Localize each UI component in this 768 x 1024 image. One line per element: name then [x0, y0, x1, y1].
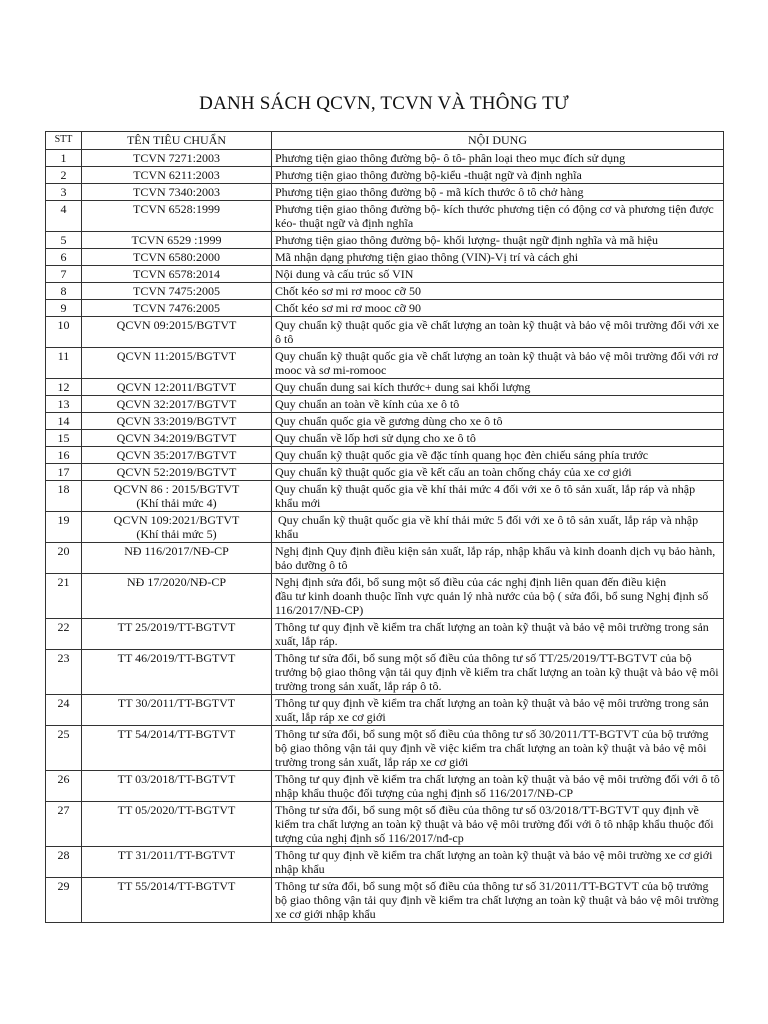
content-cell: [272, 413, 724, 430]
standard-code: QCVN 52:2019/BGTVT: [116, 465, 237, 479]
row-number: 16: [46, 447, 82, 464]
document-title: DANH SÁCH QCVN, TCVN VÀ THÔNG TƯ: [199, 93, 569, 114]
content-text: Nghị định Quy định điều kiện sản xuất, lắp ráp, nhập khẩu và kinh doanh dịch vụ bảo hành, bảo dưỡng ô tô: [275, 544, 719, 572]
content-text: Phương tiện giao thông đường bộ- ô tô- phân loại theo mục đích sử dụng: [275, 151, 626, 165]
content-text: Quy chuẩn quốc gia về gương dùng cho xe ô tô: [275, 414, 503, 428]
content-text: Mã nhận dạng phương tiện giao thông (VIN)-Vị trí và cách ghi: [275, 250, 579, 264]
content-text: Thông tư quy định về kiểm tra chất lượng an toàn kỹ thuật và bảo vệ môi trường trong sản xuất, lắp ráp xe cơ giới: [275, 696, 712, 724]
standard-code: QCVN 11:2015/BGTVT: [116, 349, 237, 363]
standard-code-cell: [82, 167, 272, 184]
row-number: 22: [46, 619, 82, 650]
standard-code: TCVN 6211:2003: [133, 168, 220, 182]
row-number: 1: [46, 150, 82, 167]
standard-code-cell: [82, 184, 272, 201]
table-row: [46, 847, 724, 878]
content-text: Thông tư quy định về kiểm tra chất lượng an toàn kỹ thuật và bảo vệ môi trường trong sản xuất, lắp ráp.: [275, 620, 712, 648]
standard-code-cell: [82, 464, 272, 481]
table-row: [46, 447, 724, 464]
content-text: Quy chuẩn dung sai kích thước+ dung sai khối lượng: [275, 380, 531, 394]
content-cell: [272, 574, 724, 619]
standard-code: TCVN 6528:1999: [133, 202, 220, 216]
table-row: [46, 771, 724, 802]
column-header-standard-name: TÊN TIÊU CHUẨN: [82, 132, 272, 150]
standard-code: TCVN 7476:2005: [133, 301, 220, 315]
content-cell: [272, 300, 724, 317]
content-cell: [272, 167, 724, 184]
content-cell: [272, 184, 724, 201]
standard-code: TCVN 6578:2014: [133, 267, 220, 281]
table-row: [46, 348, 724, 379]
standard-code-cell: [82, 695, 272, 726]
content-text: Phương tiện giao thông đường bộ-kiểu -thuật ngữ và định nghĩa: [275, 168, 582, 182]
standard-code: TCVN 7475:2005: [133, 284, 220, 298]
content-text: Phương tiện giao thông đường bộ- khối lượng- thuật ngữ định nghĩa và mã hiệu: [275, 233, 659, 247]
standard-code: TT 31/2011/TT-BGTVT: [117, 848, 236, 862]
standard-code-cell: [82, 574, 272, 619]
content-cell: [272, 726, 724, 771]
standard-code-cell: [82, 512, 272, 543]
content-cell: [272, 771, 724, 802]
content-cell: [272, 396, 724, 413]
row-number: 26: [46, 771, 82, 802]
standard-code: QCVN 109:2021/BGTVT: [113, 513, 240, 527]
row-number: 8: [46, 283, 82, 300]
row-number: 11: [46, 348, 82, 379]
content-cell: [272, 802, 724, 847]
standard-code-cell: [82, 283, 272, 300]
table-row: [46, 430, 724, 447]
standard-code: QCVN 35:2017/BGTVT: [116, 448, 237, 462]
column-header-content: NỘI DUNG: [272, 132, 724, 150]
row-number: 13: [46, 396, 82, 413]
content-cell: [272, 283, 724, 300]
content-text: Quy chuẩn về lốp hơi sử dụng cho xe ô tô: [275, 431, 476, 445]
content-cell: [272, 695, 724, 726]
row-number: 24: [46, 695, 82, 726]
column-header-stt: STT: [46, 132, 82, 150]
standard-code: TCVN 7340:2003: [133, 185, 220, 199]
content-cell: [272, 430, 724, 447]
table-row: [46, 249, 724, 266]
standard-code-cell: [82, 430, 272, 447]
table-body: [46, 150, 724, 923]
standard-code: TT 46/2019/TT-BGTVT: [117, 651, 236, 665]
standard-code: TCVN 7271:2003: [133, 151, 220, 165]
table-row: [46, 512, 724, 543]
row-number: 18: [46, 481, 82, 512]
standards-table: [45, 131, 724, 923]
content-cell: [272, 619, 724, 650]
standard-code: QCVN 12:2011/BGTVT: [116, 380, 237, 394]
standard-code: TT 05/2020/TT-BGTVT: [117, 803, 236, 817]
content-cell: [272, 348, 724, 379]
table-row: [46, 650, 724, 695]
standard-code-cell: [82, 232, 272, 249]
content-cell: [272, 650, 724, 695]
standard-code-cell: [82, 878, 272, 923]
table-row: [46, 232, 724, 249]
content-text: Thông tư quy định về kiểm tra chất lượng an toàn kỹ thuật và bảo vệ môi trường xe cơ giới nhập khẩu: [275, 848, 716, 876]
row-number: 25: [46, 726, 82, 771]
standard-code: TT 03/2018/TT-BGTVT: [117, 772, 236, 786]
standard-code-note: (Khí thải mức 5): [136, 527, 217, 541]
table-row: [46, 619, 724, 650]
table-row: [46, 726, 724, 771]
standard-code-note: (Khí thải mức 4): [136, 496, 217, 510]
table-row: [46, 167, 724, 184]
content-text: Chốt kéo sơ mi rơ mooc cỡ 90: [275, 301, 422, 315]
standard-code-cell: [82, 300, 272, 317]
row-number: 3: [46, 184, 82, 201]
content-cell: [272, 379, 724, 396]
standard-code-cell: [82, 447, 272, 464]
row-number: 2: [46, 167, 82, 184]
content-text: Phương tiện giao thông đường bộ - mã kích thước ô tô chở hàng: [275, 185, 584, 199]
table-row: [46, 802, 724, 847]
table-row: [46, 184, 724, 201]
standard-code-cell: [82, 413, 272, 430]
table-row: [46, 464, 724, 481]
content-text: Quy chuẩn kỹ thuật quốc gia về khí thải mức 4 đối với xe ô tô sản xuất, lắp ráp và nhập khẩu mới: [275, 482, 699, 510]
row-number: 19: [46, 512, 82, 543]
content-text: Quy chuẩn kỹ thuật quốc gia về đặc tính quang học đèn chiếu sáng phía trước: [275, 448, 649, 462]
table-row: [46, 396, 724, 413]
table-row: [46, 150, 724, 167]
row-number: 14: [46, 413, 82, 430]
table-row: [46, 413, 724, 430]
content-text: Quy chuẩn kỹ thuật quốc gia về kết cấu an toàn chống cháy của xe cơ giới: [275, 465, 632, 479]
content-text: Chốt kéo sơ mi rơ mooc cỡ 50: [275, 284, 422, 298]
standard-code-cell: [82, 481, 272, 512]
standard-code-cell: [82, 201, 272, 232]
content-cell: [272, 150, 724, 167]
content-cell: [272, 481, 724, 512]
standard-code: TT 30/2011/TT-BGTVT: [117, 696, 236, 710]
table-row: [46, 481, 724, 512]
content-text: Nghị định sửa đổi, bổ sung một số điều của các nghị định liên quan đến điều kiện: [275, 575, 667, 589]
standard-code: NĐ 116/2017/NĐ-CP: [124, 544, 229, 558]
standard-code: TCVN 6580:2000: [133, 250, 220, 264]
content-text: Thông tư sửa đổi, bổ sung một số điều của thông tư số TT/25/2019/TT-BGTVT của bộ trưởng bộ giao thông vận tải quy định về kiểm tra chất lượng an toàn kỹ thuật và bảo vệ môi trường trong sản xuất, lắp ráp ô tô.: [275, 651, 722, 693]
table-row: [46, 283, 724, 300]
row-number: 23: [46, 650, 82, 695]
content-text-continued: đầu tư kinh doanh thuộc lĩnh vực quản lý nhà nước của bộ ( sửa đổi, bổ sung Nghị định số 116/2017/NĐ-CP): [275, 589, 709, 617]
standard-code: TT 55/2014/TT-BGTVT: [117, 879, 236, 893]
content-text: Quy chuẩn kỹ thuật quốc gia về chất lượng an toàn kỹ thuật và bảo vệ môi trường đối với rơ mooc và sơ mi-romooc: [275, 349, 721, 377]
table-row: [46, 574, 724, 619]
content-text: Thông tư sửa đổi, bổ sung một số điều của thông tư số 31/2011/TT-BGTVT của bộ trưởng bộ giao thông vận tải quy định về kiểm tra chất lượng an toàn kỹ thuật và bảo vệ môi trường xe cơ giới nhập khẩu: [275, 879, 722, 921]
content-cell: [272, 464, 724, 481]
content-text: Thông tư sửa đổi, bổ sung một số điều của thông tư số 30/2011/TT-BGTVT của bộ trưởng bộ giao thông vận tải quy định về việc kiểm tra chất lượng an toàn kỹ thuật và bảo vệ môi trường trong sản xuất, lắp ráp xe cơ giới: [275, 727, 712, 769]
standard-code: TT 54/2014/TT-BGTVT: [117, 727, 236, 741]
row-number: 28: [46, 847, 82, 878]
row-number: 21: [46, 574, 82, 619]
standard-code-cell: [82, 847, 272, 878]
standard-code: QCVN 86 : 2015/BGTVT: [113, 482, 240, 496]
table-header-row: [46, 132, 724, 150]
table-row: [46, 379, 724, 396]
table-row: [46, 266, 724, 283]
row-number: 17: [46, 464, 82, 481]
standard-code: TCVN 6529 :1999: [131, 233, 222, 247]
content-text: Phương tiện giao thông đường bộ- kích thước phương tiện có động cơ và phương tiện được kéo- thuật ngữ và định nghĩa: [275, 202, 717, 230]
content-cell: [272, 878, 724, 923]
standard-code-cell: [82, 317, 272, 348]
row-number: 15: [46, 430, 82, 447]
content-text: Thông tư quy định về kiểm tra chất lượng an toàn kỹ thuật và bảo vệ môi trường đối với ô tô nhập khẩu thuộc đối tượng của nghị định số 116/2017/NĐ-CP: [275, 772, 723, 800]
standard-code: QCVN 33:2019/BGTVT: [116, 414, 237, 428]
standard-code-cell: [82, 249, 272, 266]
row-number: 10: [46, 317, 82, 348]
standard-code-cell: [82, 619, 272, 650]
row-number: 7: [46, 266, 82, 283]
content-cell: [272, 847, 724, 878]
standard-code: TT 25/2019/TT-BGTVT: [117, 620, 236, 634]
standard-code-cell: [82, 396, 272, 413]
standard-code: QCVN 32:2017/BGTVT: [116, 397, 237, 411]
standard-code: QCVN 09:2015/BGTVT: [116, 318, 237, 332]
standard-code-cell: [82, 802, 272, 847]
content-cell: [272, 201, 724, 232]
standard-code-cell: [82, 771, 272, 802]
content-cell: [272, 249, 724, 266]
content-text: Quy chuẩn kỹ thuật quốc gia về chất lượng an toàn kỹ thuật và bảo vệ môi trường đối với xe ô tô: [275, 318, 722, 346]
table-row: [46, 878, 724, 923]
row-number: 6: [46, 249, 82, 266]
content-text: Quy chuẩn kỹ thuật quốc gia về khí thải mức 5 đối với xe ô tô sản xuất, lắp ráp và nhập khẩu: [275, 513, 702, 541]
content-cell: [272, 543, 724, 574]
standard-code-cell: [82, 266, 272, 283]
row-number: 27: [46, 802, 82, 847]
standard-code: NĐ 17/2020/NĐ-CP: [126, 575, 226, 589]
table-row: [46, 300, 724, 317]
standard-code-cell: [82, 726, 272, 771]
content-text: Quy chuẩn an toàn về kính của xe ô tô: [275, 397, 460, 411]
standard-code-cell: [82, 543, 272, 574]
row-number: 9: [46, 300, 82, 317]
row-number: 5: [46, 232, 82, 249]
standard-code-cell: [82, 348, 272, 379]
standard-code-cell: [82, 379, 272, 396]
standard-code: QCVN 34:2019/BGTVT: [116, 431, 237, 445]
content-cell: [272, 512, 724, 543]
row-number: 29: [46, 878, 82, 923]
table-row: [46, 695, 724, 726]
content-text: Thông tư sửa đổi, bổ sung một số điều của thông tư số 03/2018/TT-BGTVT quy định về kiểm tra chất lượng an toàn kỹ thuật và bảo vệ môi trường đối với ô tô nhập khẩu thuộc đối tượng của nghị định số 116/2017/nđ-cp: [275, 803, 717, 845]
content-cell: [272, 317, 724, 348]
table-row: [46, 201, 724, 232]
content-cell: [272, 266, 724, 283]
standard-code-cell: [82, 650, 272, 695]
row-number: 12: [46, 379, 82, 396]
table-row: [46, 543, 724, 574]
standard-code-cell: [82, 150, 272, 167]
table-row: [46, 317, 724, 348]
content-cell: [272, 447, 724, 464]
content-text: Nội dung và cấu trúc số VIN: [275, 267, 414, 281]
row-number: 20: [46, 543, 82, 574]
content-cell: [272, 232, 724, 249]
row-number: 4: [46, 201, 82, 232]
